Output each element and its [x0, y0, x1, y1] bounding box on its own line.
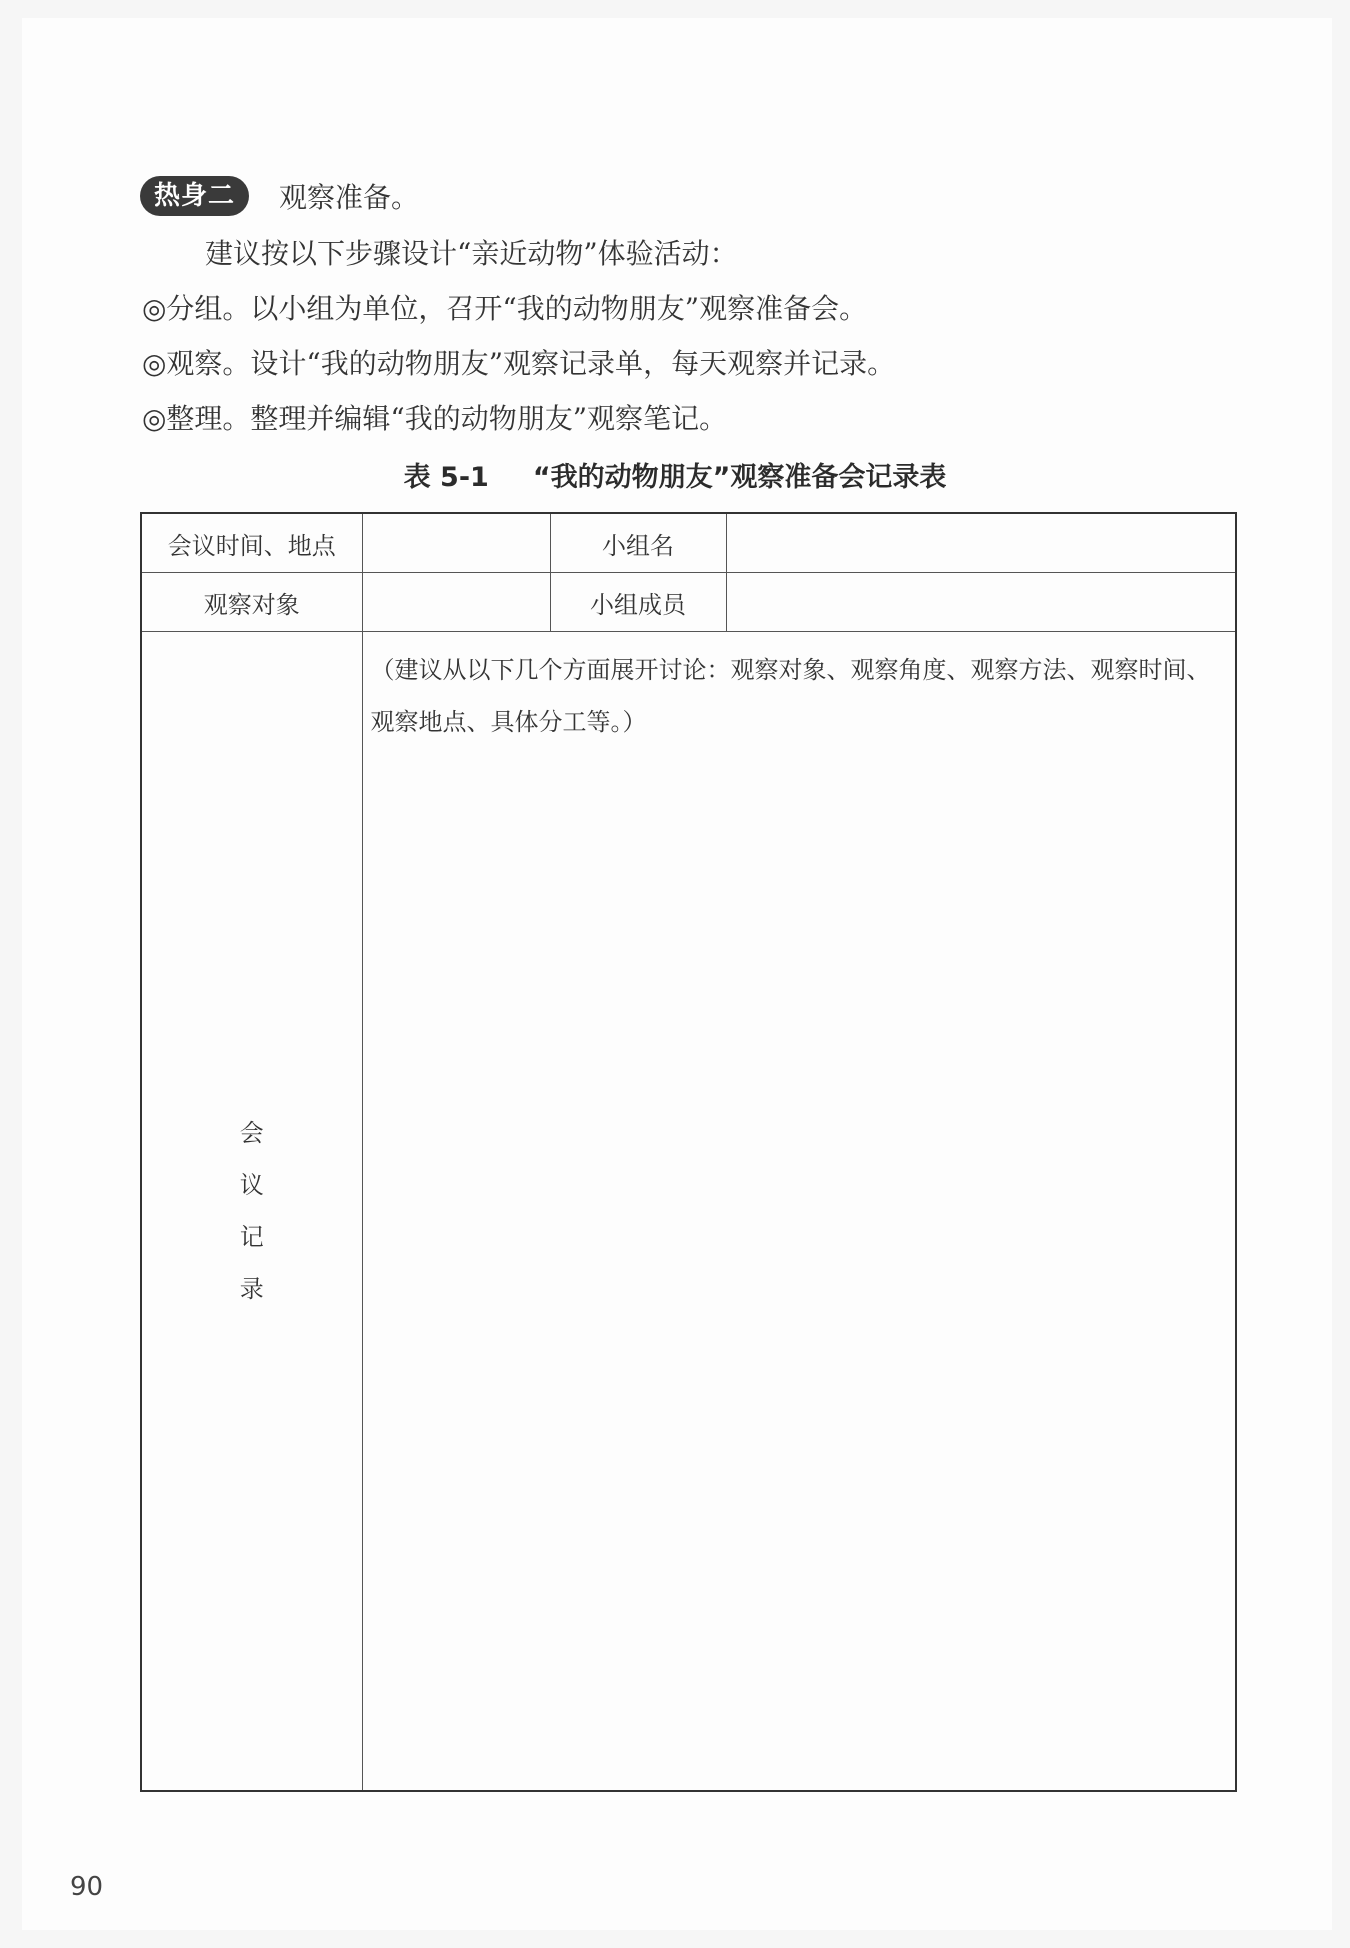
table-row	[141, 632, 1236, 1792]
intro-text: 建议按以下步骤设计“亲近动物”体验活动：	[205, 237, 738, 270]
group-members-label: 小组成员	[550, 573, 726, 632]
page-number: 90	[70, 1872, 104, 1902]
group-name-label: 小组名	[550, 513, 726, 573]
meeting-time-place-field[interactable]	[362, 513, 550, 573]
warmup-badge: 热身二	[140, 176, 249, 216]
group-name-field[interactable]	[726, 513, 1236, 573]
table-caption-title: “我的动物朋友”观察准备会记录表	[532, 462, 947, 493]
meeting-record-hint: （建议从以下几个方面展开讨论：观察对象、观察角度、观察方法、观察时间、观察地点、具体分工等。）	[370, 656, 1211, 736]
warmup-heading	[140, 175, 419, 217]
table-row	[141, 513, 1236, 573]
step-item-observe: ◎观察。设计“我的动物朋友”观察记录单，每天观察并记录。	[142, 347, 896, 380]
meeting-record-field[interactable]	[362, 632, 1236, 1792]
meeting-record-label: 会议记录	[239, 1119, 264, 1303]
observe-target-label: 观察对象	[141, 573, 362, 632]
warmup-title: 观察准备。	[279, 181, 420, 214]
table-caption	[0, 455, 1350, 494]
meeting-record-label-cell	[141, 632, 362, 1792]
table-row	[141, 573, 1236, 632]
table-caption-number: 表 5-1	[403, 462, 489, 493]
meeting-time-place-label: 会议时间、地点	[141, 513, 362, 573]
step-item-organize: ◎整理。整理并编辑“我的动物朋友”观察笔记。	[142, 402, 728, 435]
step-item-group: ◎分组。以小组为单位，召开“我的动物朋友”观察准备会。	[142, 292, 868, 325]
observe-target-field[interactable]	[362, 573, 550, 632]
group-members-field[interactable]	[726, 573, 1236, 632]
meeting-record-table	[140, 512, 1237, 1792]
